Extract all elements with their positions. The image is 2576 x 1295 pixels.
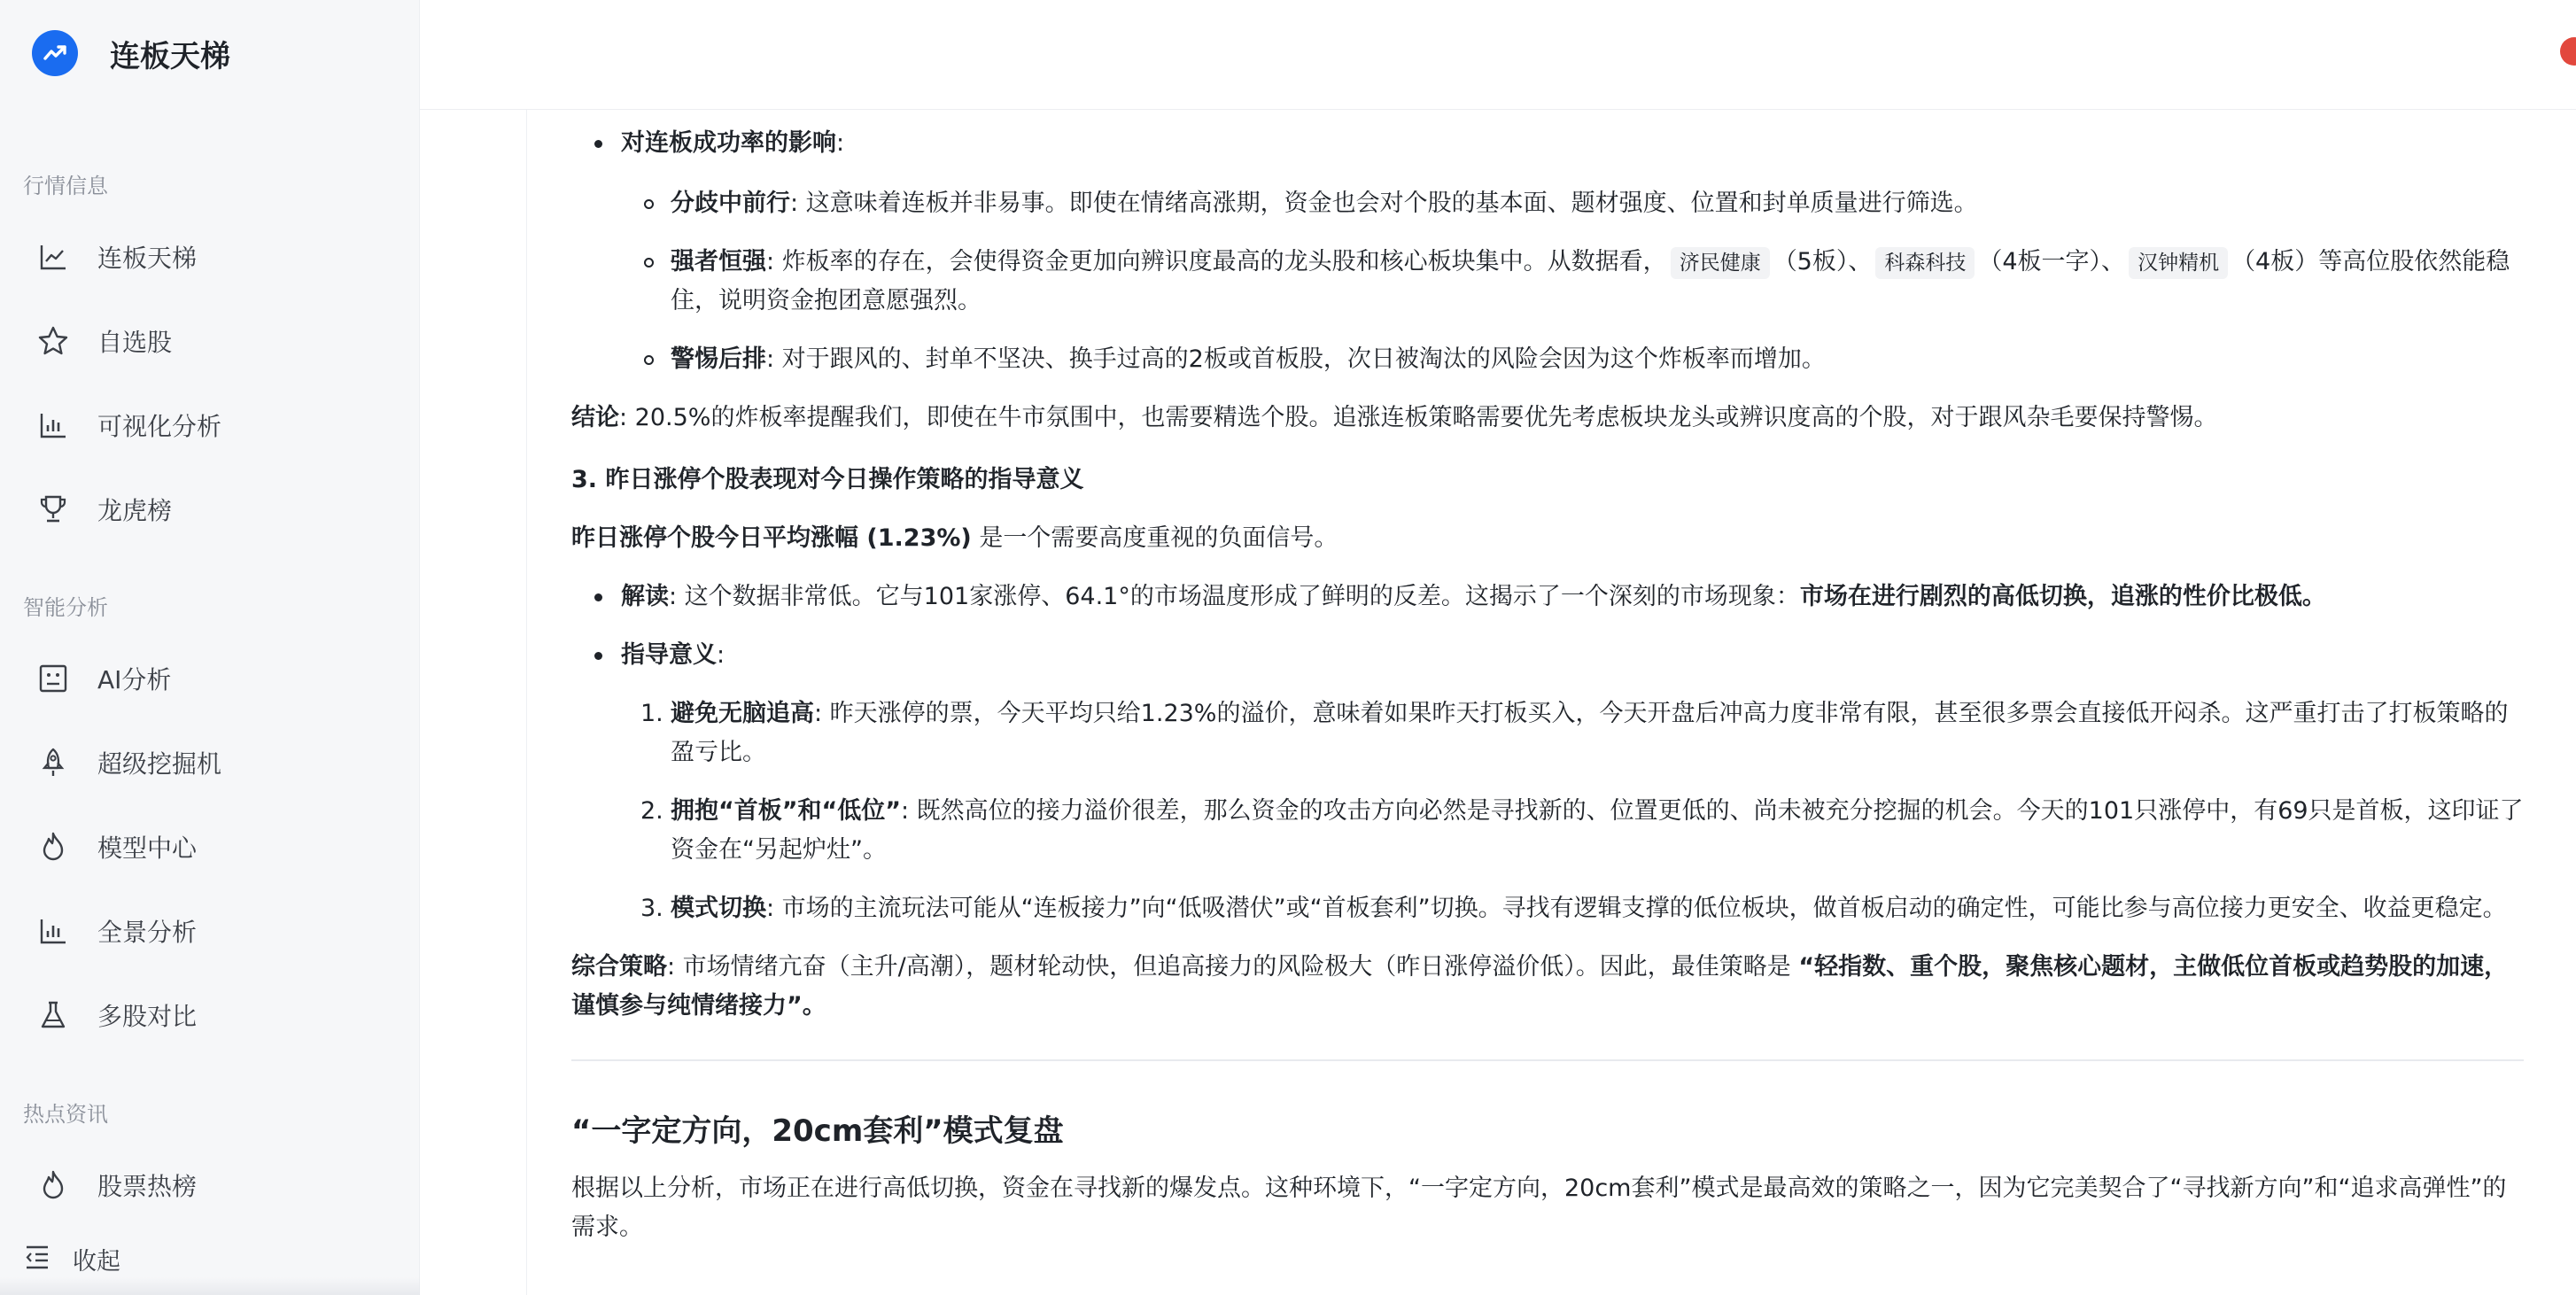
item-title: 警惕后排 — [671, 345, 766, 373]
section-divider — [571, 1059, 2524, 1061]
flame-icon — [35, 829, 71, 865]
item-title: 避免无脑追高 — [671, 700, 814, 727]
sidebar-bottom-shadow — [0, 1277, 420, 1295]
sidebar-item-visual-analysis[interactable] — [23, 397, 395, 454]
item-text: : 炸板率的存在，会使得资金更加向辨识度最高的龙头股和核心板块集中。从数据看， — [766, 248, 1667, 275]
section-heading: 3. 昨日涨停个股表现对今日操作策略的指导意义 — [571, 466, 1084, 493]
sidebar-item-label: 可视化分析 — [97, 412, 222, 441]
sidebar-item-label: 龙虎榜 — [97, 496, 173, 525]
top-bar — [420, 0, 2576, 110]
review-paragraph: 根据以上分析，市场正在进行高低切换，资金在寻找新的爆发点。这种环境下，“一字定方向，20cm套利”模式是最高效的策略之一，因为它完美契合了“寻找新方向”和“追求高弹性”的需求。 — [571, 1175, 2507, 1241]
sidebar-item-label: AI分析 — [97, 665, 172, 694]
item-title: 强者恒强 — [671, 248, 766, 275]
sidebar-item-watchlist[interactable] — [23, 313, 395, 369]
item-bold: 市场在进行剧烈的高低切换，追涨的性价比极低。 — [1799, 583, 2326, 610]
item-title: 模式切换 — [671, 895, 766, 922]
flask-icon — [35, 997, 71, 1033]
conclusion-text: : 20.5%的炸板率提醒我们，即使在牛市氛围中，也需要精选个股。追涨连板策略需要优先考虑板块龙头或辨识度高的个股，对于跟风杂毛要保持警惕。 — [619, 404, 2218, 431]
lead-bold: 昨日涨停个股今日平均涨幅 (1.23%) — [571, 524, 972, 552]
stock-tag[interactable]: 汉钟精机 — [2129, 247, 2228, 279]
section-label-market: 行情信息 — [23, 174, 108, 198]
lead-paragraph — [571, 519, 2524, 558]
strategy-paragraph — [571, 948, 2524, 1026]
strategy-label: 综合策略 — [571, 953, 667, 981]
avatar[interactable] — [2560, 37, 2576, 66]
sidebar-item-panorama[interactable] — [23, 903, 395, 959]
item-text: : 市场的主流玩法可能从“连板接力”向“低吸潜伏”或“首板套利”切换。寻找有逻辑支撑的低位板块，做首板启动的确定性，可能比参与高位接力更安全、收益更稳定。 — [766, 895, 2507, 922]
sidebar-item-label: 超级挖掘机 — [97, 749, 222, 779]
collapse-icon — [23, 1244, 51, 1274]
conclusion-label: 结论 — [571, 404, 619, 431]
sidebar-item-compare[interactable] — [23, 987, 395, 1043]
sidebar-item-model-center[interactable] — [23, 818, 395, 875]
strategy-text: : 市场情绪亢奋（主升/高潮），题材轮动快，但追高接力的风险极大（昨日涨停溢价低）。因此，最佳策略是 — [667, 953, 1799, 981]
strategy-bold: “轻指数、重个股，聚焦核心题材，主做低位首板或趋势股的加速，谨慎参与纯情绪接力”。 — [571, 953, 2509, 1020]
item-title: 指导意义 — [621, 641, 717, 669]
item-number: 2. — [640, 797, 663, 825]
list-item — [671, 243, 2524, 321]
sidebar-item-hot-stocks[interactable] — [23, 1157, 395, 1214]
main-content — [420, 110, 2576, 1295]
item-number: 3. — [640, 895, 663, 922]
list-item — [671, 340, 2524, 379]
list-item — [671, 184, 2524, 223]
sidebar-item-label: 模型中心 — [97, 834, 198, 863]
sidebar-item-dragon-tiger[interactable] — [23, 481, 395, 538]
item-text: : 昨天涨停的票，今天平均只给1.23%的溢价，意味着如果昨天打板买入，今天开盘后冲高力度非常有限，甚至很多票会直接低开闷杀。这严重打击了打板策略的盈亏比。 — [671, 700, 2509, 766]
sidebar-item-ai-analysis[interactable] — [23, 650, 395, 707]
lead-text: 是一个需要高度重视的负面信号。 — [971, 524, 1338, 552]
sidebar-item-ladder[interactable] — [23, 229, 395, 285]
collapse-sidebar-button[interactable] — [23, 1237, 120, 1281]
bar-chart-icon — [35, 407, 71, 443]
analysis-article — [571, 122, 2524, 1247]
item-title: 解读 — [621, 583, 669, 610]
collapse-label: 收起 — [73, 1247, 120, 1276]
item-number: 1. — [640, 700, 663, 727]
item-text: （4板一字）、 — [1978, 248, 2126, 275]
item-title: 拥抱“首板”和“低位” — [671, 797, 901, 825]
brand[interactable] — [32, 28, 230, 78]
sidebar-item-label: 全景分析 — [97, 918, 198, 947]
sidebar — [0, 0, 420, 1295]
item-text: : 这个数据非常低。它与101家涨停、64.1°的市场温度形成了鲜明的反差。这揭示了一个深刻的市场现象： — [669, 583, 1800, 610]
impact-title: 对连板成功率的影响 — [621, 129, 836, 157]
sidebar-item-label: 连板天梯 — [97, 244, 198, 273]
trophy-icon — [35, 492, 71, 527]
numbered-item — [640, 889, 2524, 928]
conclusion-paragraph — [571, 399, 2524, 438]
trend-up-icon — [32, 30, 78, 76]
item-text: （4板）等高位股依然能稳住，说明资金抱团意愿强烈。 — [671, 248, 2510, 314]
flame-icon — [35, 1167, 71, 1203]
list-item: 指导意义: — [621, 636, 2524, 675]
numbered-item — [640, 694, 2524, 772]
sidebar-item-label: 多股对比 — [97, 1002, 198, 1031]
review-heading: “一字定方向，20cm套利”模式复盘 — [571, 1113, 1064, 1149]
rocket-icon — [35, 745, 71, 780]
section-label-smart-analysis: 智能分析 — [23, 595, 108, 620]
line-chart-icon — [35, 239, 71, 275]
brand-name: 连板天梯 — [110, 38, 230, 74]
item-text: : 对于跟风的、封单不坚决、换手过高的2板或首板股，次日被淘汰的风险会因为这个炸板率而增加。 — [766, 345, 1826, 373]
bar-chart-icon — [35, 913, 71, 949]
analysis-panel[interactable] — [526, 110, 2576, 1295]
item-text: : 既然高位的接力溢价很差，那么资金的攻击方向必然是寻找新的、位置更低的、尚未被充分挖掘的机会。今天的101只涨停中，有69只是首板，这印证了资金在“另起炉灶”。 — [671, 797, 2524, 864]
sidebar-item-super-miner[interactable] — [23, 734, 395, 791]
sidebar-item-label: 自选股 — [97, 328, 173, 357]
list-item — [621, 578, 2524, 616]
stock-tag[interactable]: 科森科技 — [1875, 247, 1975, 279]
stock-tag[interactable]: 济民健康 — [1671, 247, 1770, 279]
list-item: 对连板成功率的影响: — [621, 124, 2524, 163]
robot-icon — [35, 661, 71, 696]
item-title: 分歧中前行 — [671, 190, 790, 217]
star-icon — [35, 323, 71, 359]
sidebar-item-label: 股票热榜 — [97, 1172, 198, 1201]
item-text: （5板）、 — [1773, 248, 1873, 275]
numbered-item — [640, 792, 2524, 870]
section-label-hot-news: 热点资讯 — [23, 1102, 108, 1127]
item-text: : 这意味着连板并非易事。即使在情绪高涨期，资金也会对个股的基本面、题材强度、位置和封单质量进行筛选。 — [790, 190, 1978, 217]
